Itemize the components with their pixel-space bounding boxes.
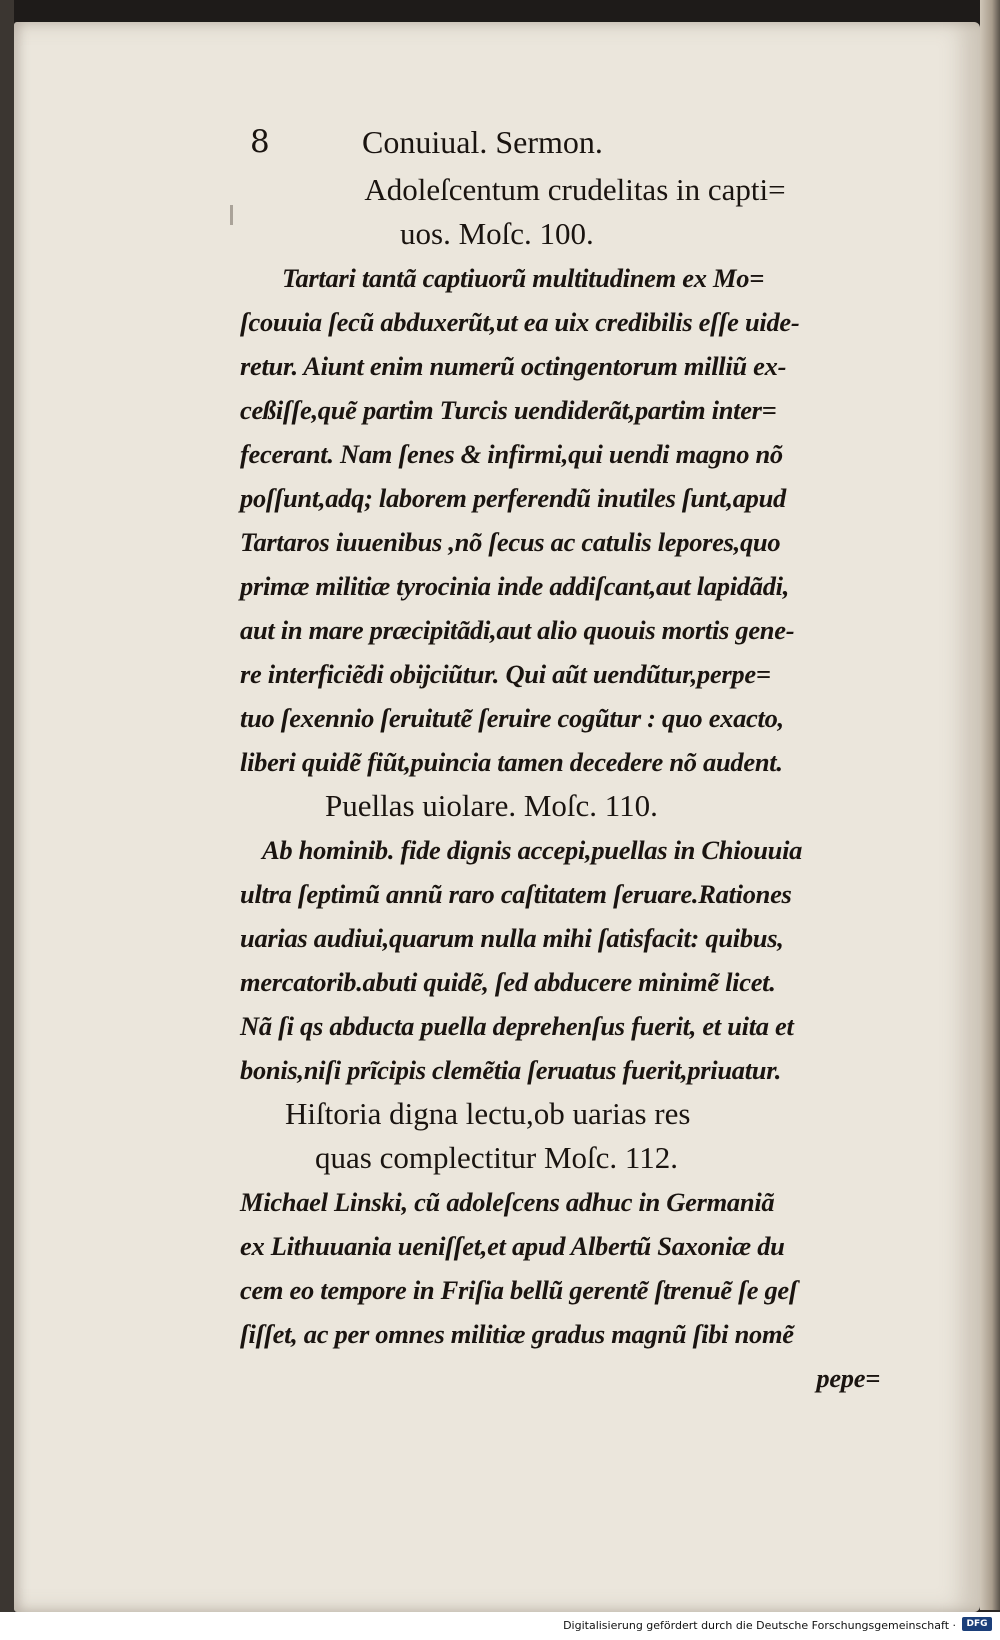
- running-title: Conuiual. Sermon.: [362, 124, 603, 160]
- text-line: aut in mare præcipitãdi,aut alio quouis mortis gene-: [240, 615, 795, 645]
- section-heading: Puellas uiolare. Moſc. 110.: [325, 788, 658, 823]
- ink-smudge: [230, 205, 233, 225]
- section-heading: Adoleſcentum crudelitas in capti=: [364, 172, 786, 207]
- section-heading: uos. Moſc. 100.: [400, 216, 594, 251]
- text-line: cem eo tempore in Friſia bellũ gerentẽ ſtrenuẽ ſe geſ: [240, 1275, 798, 1305]
- section-heading: Hiſtoria digna lectu,ob uarias res: [285, 1096, 691, 1131]
- text-line: re interficiẽdi obijciũtur. Qui aũt uendũtur,perpe=: [240, 659, 771, 689]
- book-edge-strip: [980, 0, 1000, 1610]
- text-line: fecerant. Nam ſenes & infirmi,qui uendi magno nõ: [240, 439, 783, 469]
- text-line: tuo ſexennio ſeruitutẽ ſeruire cogũtur : quo exacto,: [240, 703, 784, 733]
- text-line: primæ militiæ tyrocinia inde addiſcant,aut lapidãdi,: [240, 571, 790, 601]
- text-line: uarias audiui,quarum nulla mihi ſatisfacit: quibus,: [240, 923, 784, 953]
- text-line: ſiſſet, ac per omnes militiæ gradus magnũ ſibi nomẽ: [240, 1319, 794, 1349]
- scan-left-edge: [0, 0, 14, 1640]
- text-line: retur. Aiunt enim numerũ octingentorum milliũ ex-: [240, 351, 787, 381]
- running-head: [240, 118, 900, 168]
- text-line: Ab hominib. fide dignis accepi,puellas in Chiouuia: [262, 835, 803, 865]
- footer-credit: Digitalisierung gefördert durch die Deutsche Forschungsgemeinschaft ·: [563, 1619, 956, 1632]
- catchword: pepe=: [816, 1363, 880, 1393]
- text-line: Michael Linski, cũ adoleſcens adhuc in Germaniã: [240, 1187, 775, 1217]
- page-text: [240, 118, 900, 1400]
- text-line: Nã ſi qs abducta puella deprehenſus fuerit, et uita et: [240, 1011, 794, 1041]
- dfg-logo: DFG: [962, 1617, 992, 1631]
- text-line: bonis,niſi prĩcipis clemẽtia ſeruatus fuerit,priuatur.: [240, 1055, 782, 1085]
- text-line: Tartari tantã captiuorũ multitudinem ex Mo=: [282, 263, 765, 293]
- section-heading: quas complectitur Moſc. 112.: [315, 1140, 679, 1175]
- text-line: mercatorib.abuti quidẽ, ſed abducere minimẽ licet.: [240, 967, 776, 997]
- text-line: liberi quidẽ fiũt,puincia tamen decedere nõ audent.: [240, 747, 783, 777]
- page-number: 8: [250, 124, 270, 160]
- text-line: ceßiſſe,quẽ partim Turcis uendiderãt,partim inter=: [240, 395, 777, 425]
- text-line: ultra ſeptimũ annũ raro caſtitatem ſeruare.Rationes: [240, 879, 792, 909]
- text-line: poſſunt,adq; laborem perferendũ inutiles ſunt,apud: [240, 483, 786, 513]
- text-line: Tartaros iuuenibus ,nõ ſecus ac catulis lepores,quo: [240, 527, 781, 557]
- text-line: ex Lithuuania ueniſſet,et apud Albertũ Saxoniæ du: [240, 1231, 785, 1261]
- text-line: ſcouuia ſecũ abduxerũt,ut ea uix credibilis eſſe uide-: [240, 307, 800, 337]
